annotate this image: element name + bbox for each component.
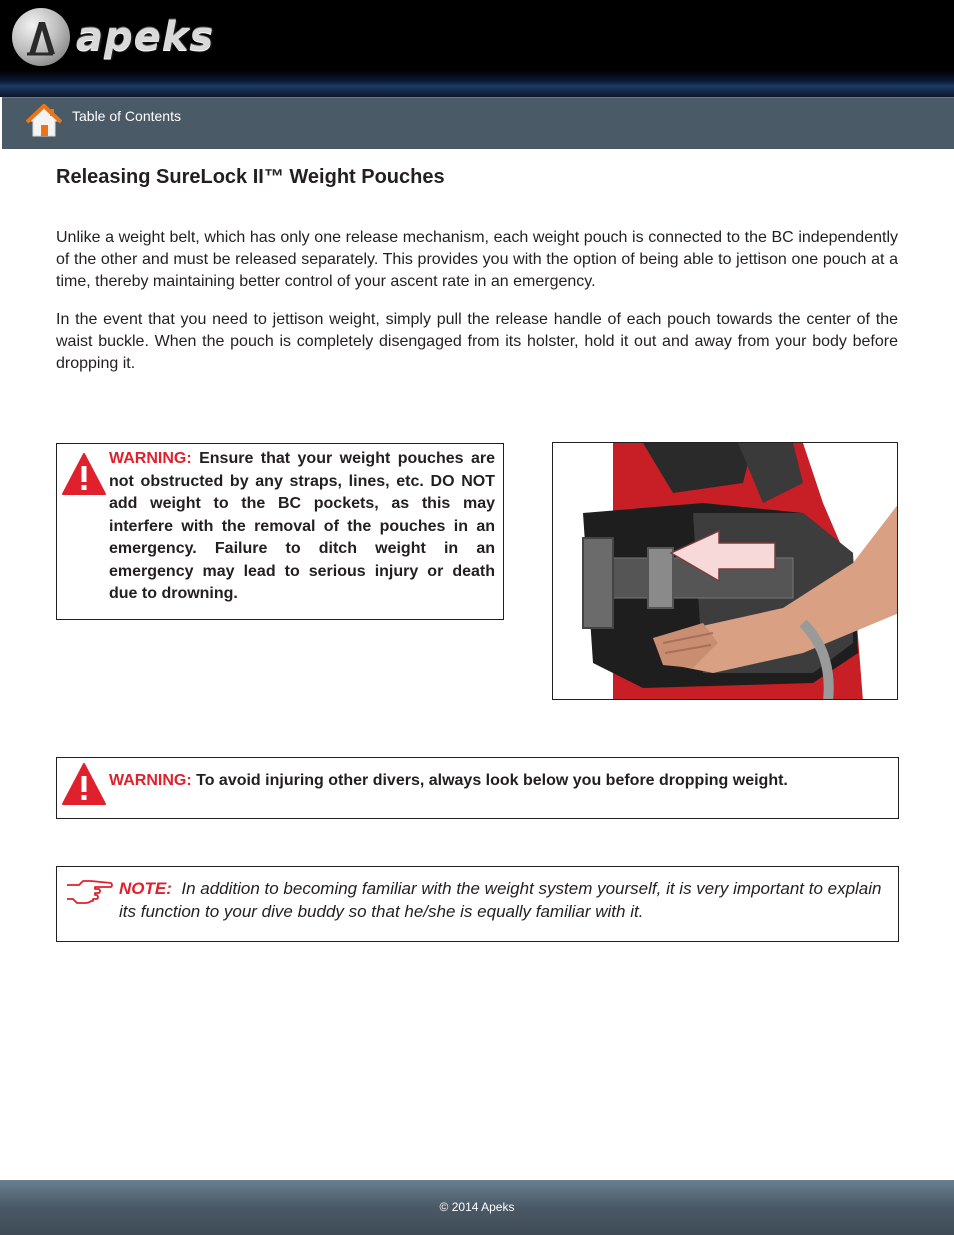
pointing-hand-icon: [65, 877, 113, 910]
brand-wordmark: apeks: [76, 14, 215, 60]
copyright-text: © 2014 Apeks: [439, 1200, 515, 1214]
warning-text: [109, 448, 495, 606]
warning-body: Ensure that your weight pouches are not obstructed by any straps, lines, etc. DO NOT add weight to the BC pockets, as this may interfere with the removal of the pouches in an emergency. Failure to ditch weight in an emergency may lead to serious injury or death due to drowning.: [109, 450, 495, 602]
table-of-contents-link[interactable]: Table of Contents: [72, 108, 181, 124]
body-paragraph-1: Unlike a weight belt, which has only one release mechanism, each weight pouch is connected to the BC independently of the other and must be released separately. This provides you with the option of being able to jettison one pouch at a time, thereby maintaining better control of your ascent rate in an emergency.: [56, 229, 898, 290]
note-body: In addition to becoming familiar with the weight system yourself, it is very important to explain its function to your dive buddy so that he/she is equally familiar with it.: [119, 879, 882, 921]
footer-bar: [0, 1180, 954, 1235]
apeks-logo: [12, 6, 242, 68]
warning-label: WARNING:: [109, 772, 192, 789]
toc-bar: [2, 97, 954, 149]
warning-box-divers-below: [56, 757, 899, 819]
home-icon[interactable]: [26, 103, 62, 139]
weight-pouch-release-photo: [552, 442, 898, 700]
body-paragraph-2: In the event that you need to jettison weight, simply pull the release handle of each pouch towards the center of the waist buckle. When the pouch is completely disengaged from its holster, hold it out and away from your body before dropping it.: [56, 311, 898, 372]
warning-body: To avoid injuring other divers, always look below you before dropping weight.: [196, 772, 788, 789]
warning-text: [109, 770, 889, 793]
warning-box-pouches: [56, 443, 504, 620]
note-box: [56, 866, 899, 942]
warning-triangle-icon: [61, 452, 107, 501]
note-label: NOTE:: [119, 879, 172, 898]
header-glow: [0, 70, 954, 97]
warning-label: WARNING:: [109, 450, 192, 467]
page-title: Releasing SureLock II™ Weight Pouches: [56, 166, 445, 188]
apeks-logo-mark: [12, 8, 70, 66]
note-text: [119, 877, 891, 923]
warning-triangle-icon: [61, 762, 107, 811]
